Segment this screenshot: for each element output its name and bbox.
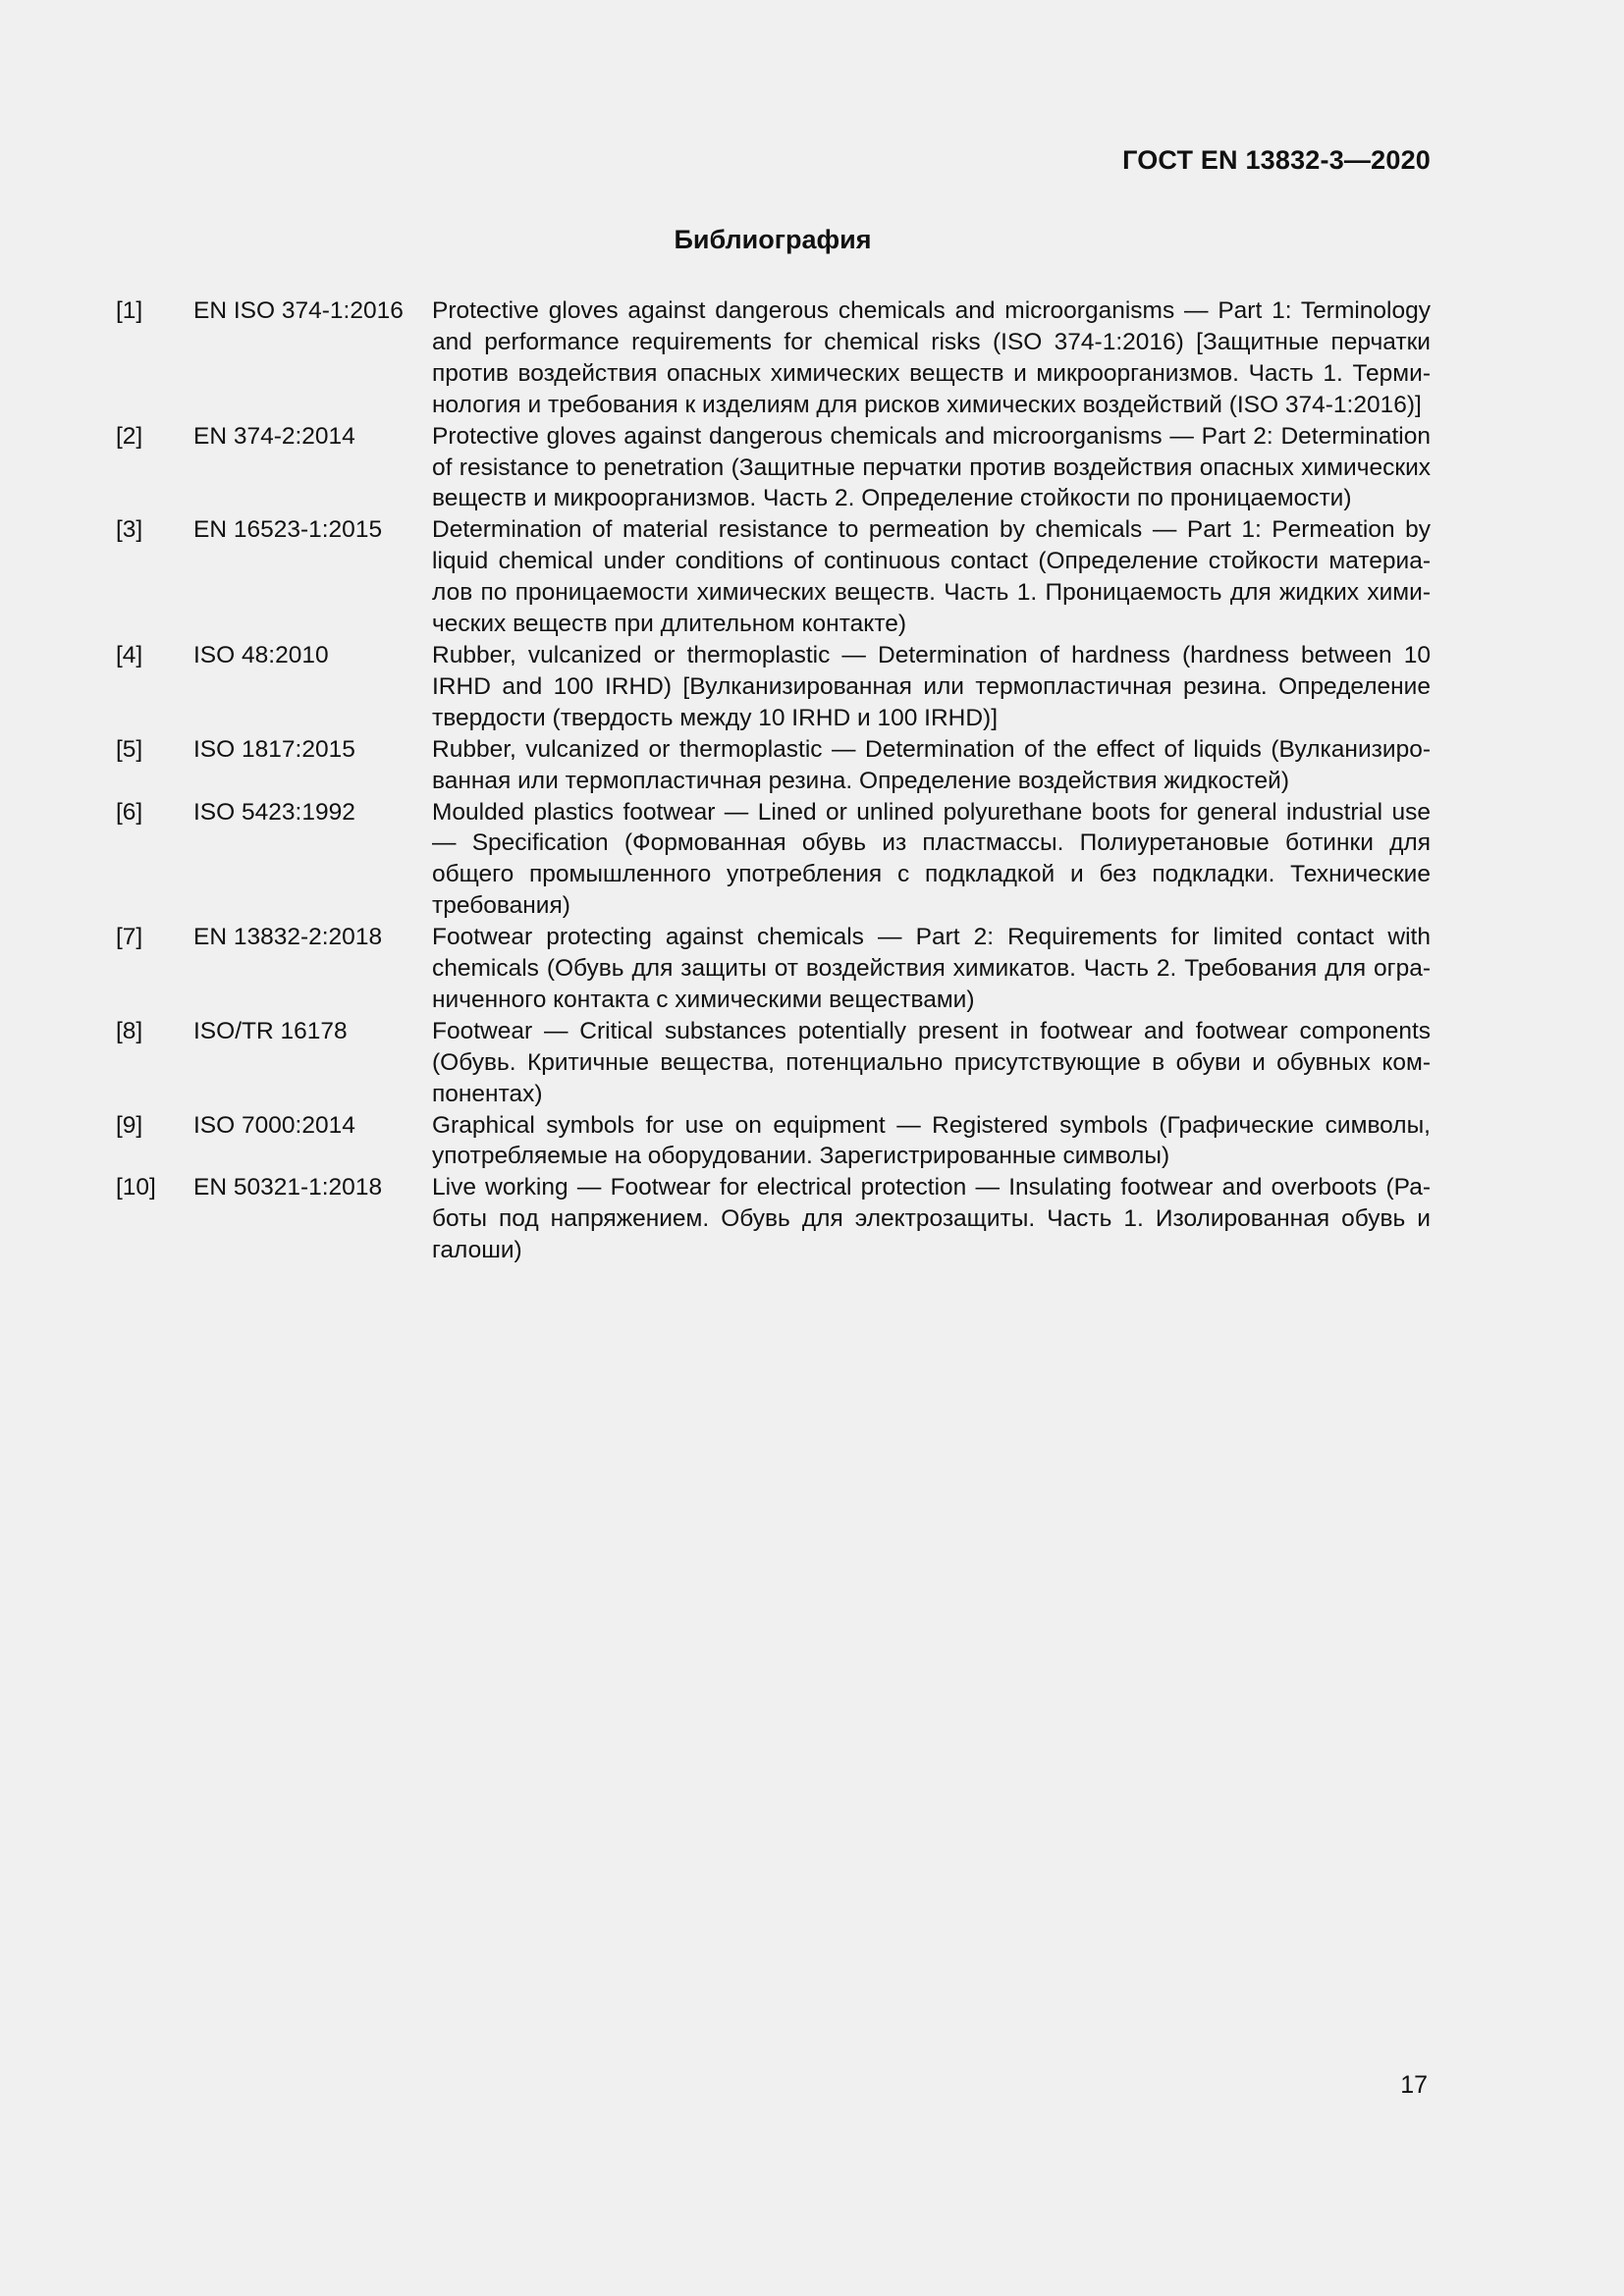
entry-title: Protective gloves against dangerous chemicals and microorganisms — Part 1: Terminology and performance requirements for chemical risks (ISO 374-1:2016) [Защитные перчатки против воздействия опасных химических веществ и микроорганизмов. Часть 1. Терминология и требования к изделиям для рисков химических воздействий (ISO 374-1:2016)] [432,297,1431,418]
entry-number: [1] [116,297,143,324]
entry-standard-code: EN 50321-1:2018 [193,1174,383,1201]
entry-title: Protective gloves against dangerous chemicals and microorganisms — Part 2: Determination of resistance to penetration (Защитные перчатки против воздействия опасных химических веществ и микроорганизмов. Часть 2. Определение стойкости по проницаемости) [432,422,1431,512]
entry-title: Graphical symbols for use on equipment — Registered symbols (Графические символы, употребляемые на оборудовании. Зарегистрированные символы) [432,1111,1431,1170]
bibliography-entry [116,640,1431,734]
document-code-header: ГОСТ EN 13832-3—2020 [1122,145,1431,175]
entry-standard-code: EN 16523-1:2015 [193,516,383,544]
entry-title: Live working — Footwear for electrical protection — Insulating footwear and overboots (Работы под напряжением. Обувь для электрозащиты. Часть 1. Изолированная обувь и галоши) [432,1174,1431,1264]
entry-standard-code: EN 13832-2:2018 [193,924,383,951]
entry-title: Moulded plastics footwear — Lined or unlined polyurethane boots for general industrial use — Specification (Формованная обувь из пластмассы. Полиуретановые ботинки для общего промышленного употребления с подкладкой и без подкладки. Технические требования) [432,798,1431,920]
entry-standard-code: ISO 1817:2015 [193,735,355,763]
bibliography-entry [116,1016,1431,1110]
bibliography-entry [116,922,1431,1016]
entry-title: Rubber, vulcanized or thermoplastic — Determination of the effect of liquids (Вулканизированная или термопластичная резина. Определение воздействия жидкостей) [432,735,1431,794]
bibliography-entry [116,797,1431,923]
entry-number: [4] [116,641,143,668]
entry-standard-code: ISO 5423:1992 [193,798,355,826]
entry-title: Footwear — Critical substances potentially present in footwear and footwear components (Обувь. Критичные вещества, потенциально присутствующие в обуви и обувных компонентах) [432,1017,1431,1107]
entry-number: [3] [116,516,143,544]
bibliography-entry [116,421,1431,515]
entry-number: [2] [116,422,143,450]
page-number: 17 [1400,2071,1428,2099]
entry-number: [10] [116,1174,156,1201]
bibliography-entry [116,514,1431,640]
entry-standard-code: EN 374-2:2014 [193,422,355,450]
bibliography-entry [116,295,1431,421]
bibliography-entry [116,734,1431,797]
bibliography-entry [116,1110,1431,1173]
bibliography-entry [116,1172,1431,1266]
entry-standard-code: ISO 7000:2014 [193,1111,355,1139]
entry-number: [6] [116,798,143,826]
bibliography-list [116,295,1431,1266]
entry-number: [5] [116,735,143,763]
entry-number: [7] [116,924,143,951]
entry-title: Footwear protecting against chemicals — Part 2: Requirements for limited contact with chemicals (Обувь для защиты от воздействия химикатов. Часть 2. Требования для ограниченного контакта с химическими веществами) [432,924,1431,1013]
entry-number: [9] [116,1111,143,1139]
entry-standard-code: ISO/TR 16178 [193,1017,348,1044]
entry-standard-code: ISO 48:2010 [193,641,329,668]
entry-title: Rubber, vulcanized or thermoplastic — Determination of hardness (hardness between 10 IRHD and 100 IRHD) [Вулканизированная или термопластичная резина. Определение твердости (твердость между 10 IRHD и 100 IRHD)] [432,641,1431,731]
entry-standard-code: EN ISO 374-1:2016 [193,297,404,324]
entry-title: Determination of material resistance to permeation by chemicals — Part 1: Permeation by liquid chemical under conditions of continuous contact (Определение стойкости материалов по проницаемости химических веществ. Часть 1. Проницаемость для жидких химических веществ при длительном контакте) [432,516,1431,638]
entry-number: [8] [116,1017,143,1044]
bibliography-title: Библиография [674,225,872,254]
